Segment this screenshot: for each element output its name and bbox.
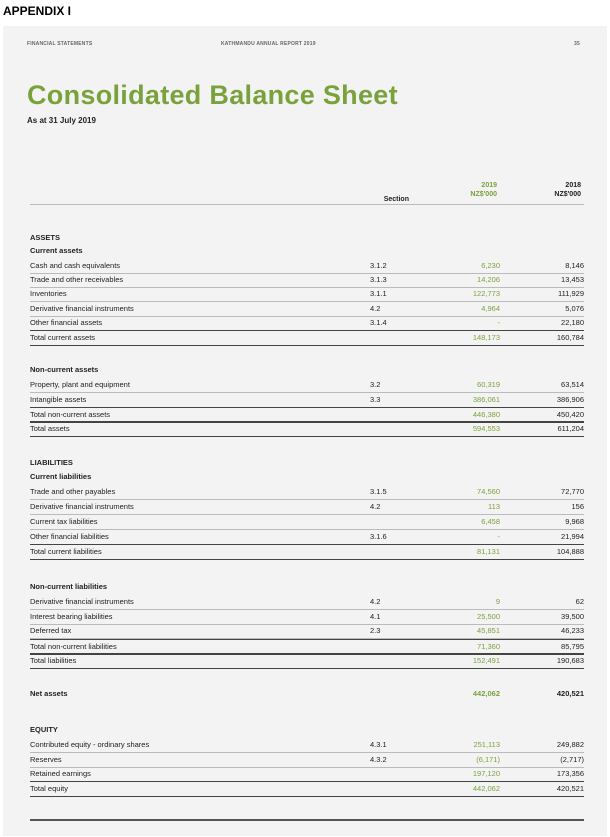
row-value-2018: 611,204 xyxy=(557,424,584,433)
row-section: 2.3 xyxy=(370,626,381,635)
row-section: 4.3.1 xyxy=(370,740,387,749)
row-value-2018: 39,500 xyxy=(561,612,584,621)
table-row xyxy=(30,624,584,639)
table-row xyxy=(30,544,584,560)
row-value-2019: 81,131 xyxy=(477,547,500,556)
row-value-2019: 14,206 xyxy=(477,275,500,284)
row-value-2018: 160,784 xyxy=(556,333,584,342)
row-label: Other financial assets xyxy=(30,318,103,327)
header-section-name: FINANCIAL STATEMENTS xyxy=(27,41,93,47)
row-value-2019: 71,360 xyxy=(477,642,500,651)
row-label: Total assets xyxy=(30,424,70,433)
row-section: 3.1.3 xyxy=(370,275,387,284)
header-report-name: KATHMANDU ANNUAL REPORT 2019 xyxy=(221,41,316,47)
row-value-2018: 420,521 xyxy=(556,689,584,698)
table-row xyxy=(30,753,584,768)
bottom-rule xyxy=(30,819,584,821)
row-value-2019: 446,380 xyxy=(472,410,500,419)
row-value-2019: 197,120 xyxy=(472,769,500,778)
row-value-2018: 5,076 xyxy=(565,304,584,313)
row-label: Retained earnings xyxy=(30,769,91,778)
row-value-2018: 190,683 xyxy=(556,656,584,665)
row-label: Net assets xyxy=(30,689,68,698)
row-section: 3.1.2 xyxy=(370,261,387,270)
row-value-2018: (2,717) xyxy=(560,755,584,764)
row-value-2018: 85,795 xyxy=(561,642,584,651)
header-rule xyxy=(30,204,584,205)
table-row xyxy=(30,330,584,346)
row-label: Other financial liabilities xyxy=(30,532,109,541)
row-section: 4.1 xyxy=(370,612,381,621)
table-row xyxy=(30,470,584,484)
row-value-2019: 25,500 xyxy=(477,612,500,621)
row-label: Current liabilities xyxy=(30,472,92,481)
row-value-2018: 386,906 xyxy=(556,395,584,404)
table-row xyxy=(30,580,584,594)
table-row xyxy=(30,244,584,258)
row-value-2019: 6,230 xyxy=(481,261,500,270)
col-2019-year: 2019 xyxy=(481,182,497,189)
col-2019-unit: NZ$'000 xyxy=(470,191,497,198)
table-row xyxy=(30,723,584,737)
row-value-2018: 46,233 xyxy=(561,626,584,635)
row-section: 4.3.2 xyxy=(370,755,387,764)
table-row xyxy=(30,287,584,302)
table-row xyxy=(30,530,584,545)
table-row xyxy=(30,302,584,317)
row-value-2019: 9 xyxy=(495,597,500,606)
appendix-label: APPENDIX I xyxy=(3,4,72,18)
table-row xyxy=(30,610,584,625)
row-label: LIABILITIES xyxy=(30,458,73,467)
row-label: Trade and other receivables xyxy=(30,275,124,284)
row-section: 4.2 xyxy=(370,502,381,511)
table-row xyxy=(30,259,584,274)
row-label: Deferred tax xyxy=(30,626,72,635)
table-row xyxy=(30,515,584,530)
report-page xyxy=(3,26,607,836)
row-value-2019: 45,851 xyxy=(477,626,500,635)
row-label: Intangible assets xyxy=(30,395,87,404)
row-label: Reserves xyxy=(30,755,62,764)
row-value-2019: 148,173 xyxy=(472,333,500,342)
row-label: Total non-current liabilities xyxy=(30,642,117,651)
table-row xyxy=(30,738,584,753)
col-section-header: Section xyxy=(383,196,409,203)
row-section: 3.1.4 xyxy=(370,318,387,327)
table-row xyxy=(30,595,584,610)
row-value-2018: 9,968 xyxy=(565,517,584,526)
header-page-number: 35 xyxy=(574,41,580,47)
row-value-2018: 63,514 xyxy=(561,380,584,389)
row-label: Inventories xyxy=(30,289,67,298)
row-label: Total current assets xyxy=(30,333,96,342)
page-subtitle: As at 31 July 2019 xyxy=(27,116,96,125)
row-section: 3.3 xyxy=(370,395,381,404)
table-row xyxy=(30,653,584,669)
row-value-2018: 22,180 xyxy=(561,318,584,327)
row-label: Derivative financial instruments xyxy=(30,597,134,606)
row-section: 4.2 xyxy=(370,304,381,313)
table-row xyxy=(30,363,584,377)
row-value-2018: 173,356 xyxy=(556,769,584,778)
row-label: Contributed equity - ordinary shares xyxy=(30,740,150,749)
row-label: Interest bearing liabilities xyxy=(30,612,113,621)
row-label: ASSETS xyxy=(30,233,61,242)
row-label: Cash and cash equivalents xyxy=(30,261,121,270)
row-value-2018: 21,994 xyxy=(561,532,584,541)
row-value-2019: 594,553 xyxy=(472,424,500,433)
table-row xyxy=(30,316,584,331)
table-row xyxy=(30,687,584,701)
row-value-2019: 251,113 xyxy=(473,740,500,749)
table-row xyxy=(30,378,584,393)
row-value-2018: 13,453 xyxy=(561,275,584,284)
row-label: Derivative financial instruments xyxy=(30,502,134,511)
row-value-2019: (6,171) xyxy=(476,755,500,764)
row-label: Derivative financial instruments xyxy=(30,304,134,313)
row-value-2019: 6,458 xyxy=(481,517,500,526)
row-value-2018: 8,146 xyxy=(565,261,584,270)
col-2018-unit: NZ$'000 xyxy=(554,191,581,198)
row-label: Current assets xyxy=(30,246,83,255)
row-value-2019: 386,061 xyxy=(472,395,500,404)
table-row xyxy=(30,393,584,408)
row-label: Non-current assets xyxy=(30,365,99,374)
table-row xyxy=(30,781,584,797)
row-value-2019: 122,773 xyxy=(472,289,500,298)
row-value-2018: 72,770 xyxy=(561,487,584,496)
row-value-2019: 442,062 xyxy=(472,784,500,793)
row-label: Non-current liabilities xyxy=(30,582,108,591)
row-value-2018: 111,929 xyxy=(558,289,584,298)
row-label: Current tax liabilities xyxy=(30,517,98,526)
row-label: Total current liabilities xyxy=(30,547,102,556)
row-label: Total non-current assets xyxy=(30,410,111,419)
row-label: Property, plant and equipment xyxy=(30,380,130,389)
table-row xyxy=(30,456,584,470)
row-section: 3.1.6 xyxy=(370,532,387,541)
row-value-2019: - xyxy=(497,532,500,541)
row-label: Total equity xyxy=(30,784,68,793)
row-value-2019: 113 xyxy=(488,502,500,511)
row-value-2019: - xyxy=(497,318,500,327)
table-row xyxy=(30,485,584,500)
row-value-2018: 156 xyxy=(571,502,584,511)
row-value-2018: 249,882 xyxy=(556,740,584,749)
row-section: 3.1.1 xyxy=(370,289,387,298)
row-value-2019: 74,560 xyxy=(477,487,500,496)
table-row xyxy=(30,273,584,288)
page-title: Consolidated Balance Sheet xyxy=(27,80,398,110)
row-value-2019: 152,491 xyxy=(472,656,500,665)
row-label: EQUITY xyxy=(30,725,58,734)
table-row xyxy=(30,231,584,245)
row-section: 3.2 xyxy=(370,380,381,389)
row-value-2018: 62 xyxy=(575,597,584,606)
row-value-2019: 4,964 xyxy=(481,304,500,313)
row-label: Total liabilities xyxy=(30,656,77,665)
table-row xyxy=(30,767,584,782)
row-value-2018: 450,420 xyxy=(556,410,584,419)
row-value-2018: 104,888 xyxy=(556,547,584,556)
row-section: 4.2 xyxy=(370,597,381,606)
col-2018-year: 2018 xyxy=(565,182,581,189)
table-row xyxy=(30,500,584,515)
row-label: Trade and other payables xyxy=(30,487,116,496)
row-value-2019: 60,319 xyxy=(477,380,500,389)
row-value-2018: 420,521 xyxy=(556,784,584,793)
row-section: 3.1.5 xyxy=(370,487,387,496)
table-row xyxy=(30,421,584,437)
row-value-2019: 442,062 xyxy=(472,689,500,698)
